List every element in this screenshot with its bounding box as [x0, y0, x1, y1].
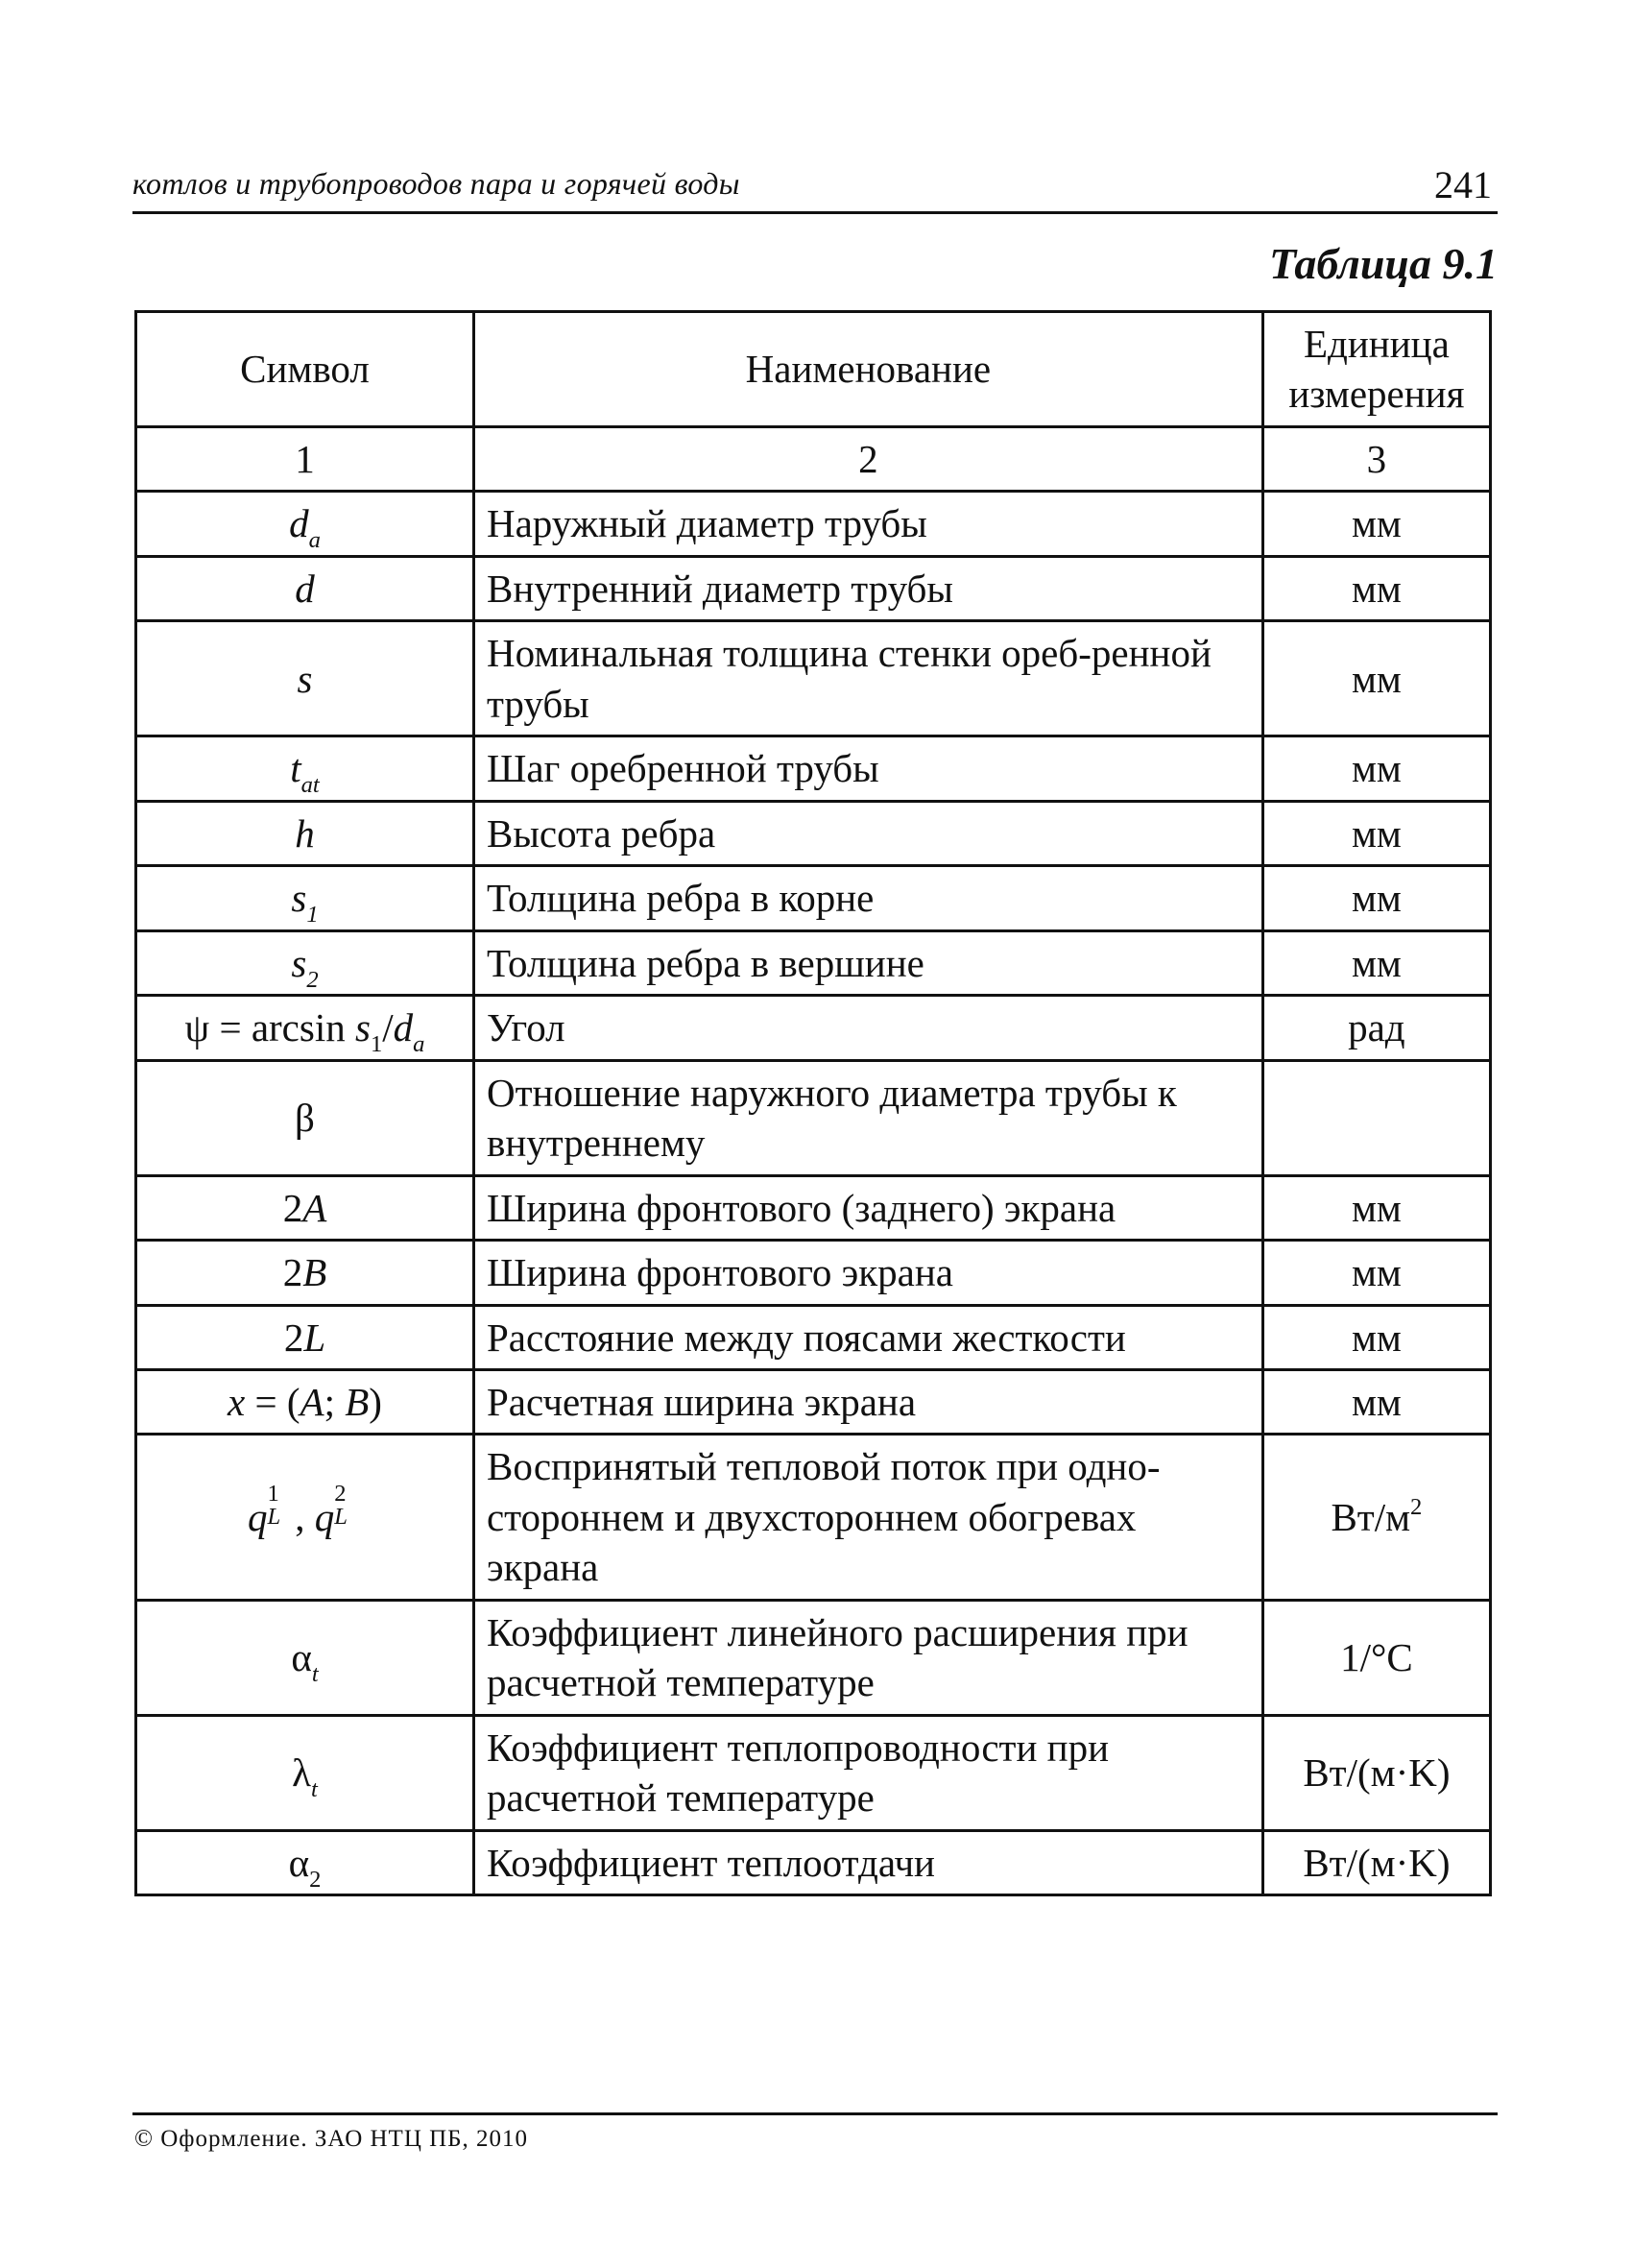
header-unit: Единица измерения: [1262, 312, 1490, 427]
symbol-fin-root-thickness: $s_1$: [291, 876, 319, 929]
header-symbol: Символ: [136, 312, 474, 427]
table-row: [136, 1241, 1491, 1305]
symbol-cell: [136, 736, 474, 801]
symbol-angle-formula: $\psi = \arcsin s_1/d_a$: [184, 1005, 425, 1058]
symbol-cell: [136, 492, 474, 556]
symbol-cell: [136, 621, 474, 736]
symbol-fin-height: h: [295, 810, 315, 856]
symbol-belt-spacing: 2L: [283, 1315, 326, 1360]
name-cell: Расстояние между поясами жесткости: [473, 1305, 1262, 1369]
name-cell: Воспринятый тепловой поток при одно-стороннем и двухстороннем обогревах экрана: [473, 1435, 1262, 1600]
unit-cell: мм: [1262, 930, 1490, 995]
unit-cell: Вт/(м·K): [1262, 1715, 1490, 1830]
unit-cell: [1262, 1060, 1490, 1175]
name-cell: Толщина ребра в вершине: [473, 930, 1262, 995]
table-row: [136, 1305, 1491, 1369]
header-name: Наименование: [473, 312, 1262, 427]
name-cell: Угол: [473, 996, 1262, 1060]
symbol-cell: [136, 1305, 474, 1369]
unit-cell: мм: [1262, 1305, 1490, 1369]
symbol-diameter-ratio: β: [295, 1095, 315, 1140]
table-row: [136, 1830, 1491, 1894]
unit-cell: мм: [1262, 556, 1490, 620]
unit-cell: рад: [1262, 996, 1490, 1060]
column-number-3: 3: [1262, 426, 1490, 491]
name-cell: Коэффициент теплоотдачи: [473, 1830, 1262, 1894]
symbol-fin-tip-thickness: $s_2$: [291, 940, 319, 993]
symbol-cell: [136, 996, 474, 1060]
running-title: котлов и трубопроводов пара и горячей воды: [132, 166, 740, 201]
unit-cell: Вт/(м·K): [1262, 1830, 1490, 1894]
name-cell: Ширина фронтового экрана: [473, 1241, 1262, 1305]
symbol-heat-flux: q 1 L , q 2 L: [248, 1480, 348, 1540]
table-row: [136, 736, 1491, 801]
symbol-outer-diameter: $d_a$: [289, 501, 321, 554]
name-cell: Расчетная ширина экрана: [473, 1369, 1262, 1434]
symbol-wall-thickness: s: [297, 656, 313, 701]
unit-cell: мм: [1262, 492, 1490, 556]
table-row: [136, 492, 1491, 556]
symbol-inner-diameter: d: [295, 566, 315, 611]
name-cell: Высота ребра: [473, 801, 1262, 865]
table-caption: Таблица 9.1: [1268, 239, 1498, 288]
page-number: 241: [1434, 163, 1492, 206]
name-cell: Наружный диаметр трубы: [473, 492, 1262, 556]
symbol-cell: [136, 1369, 474, 1434]
unit-cell: мм: [1262, 801, 1490, 865]
symbol-cell: [136, 866, 474, 930]
name-cell: Отношение наружного диаметра трубы к внутреннему: [473, 1060, 1262, 1175]
name-cell: Номинальная толщина стенки ореб-ренной трубы: [473, 621, 1262, 736]
symbol-expansion-coefficient: $\alpha_t$: [291, 1635, 319, 1688]
unit-cell: 1/°C: [1262, 1600, 1490, 1715]
symbol-cell: [136, 1435, 474, 1600]
unit-cell: мм: [1262, 1369, 1490, 1434]
name-cell: Толщина ребра в корне: [473, 866, 1262, 930]
name-cell: Коэффициент линейного расширения при расчетной температуре: [473, 1600, 1262, 1715]
table-row: [136, 866, 1491, 930]
symbol-conductivity: $\lambda_t$: [292, 1750, 318, 1803]
symbols-table: [134, 310, 1492, 1896]
column-number-1: 1: [136, 426, 474, 491]
table-row: [136, 1715, 1491, 1830]
footer-copyright: © Оформление. ЗАО НТЦ ПБ, 2010: [134, 2126, 529, 2152]
name-cell: Коэффициент теплопроводности при расчетной температуре: [473, 1715, 1262, 1830]
column-number-row: [136, 426, 1491, 491]
unit-cell: мм: [1262, 621, 1490, 736]
table-row: [136, 1435, 1491, 1600]
table-row: [136, 1175, 1491, 1240]
symbol-cell: [136, 1241, 474, 1305]
table-row: [136, 801, 1491, 865]
table-row: [136, 556, 1491, 620]
symbol-cell: [136, 1600, 474, 1715]
table-header-row: [136, 312, 1491, 427]
unit-cell: мм: [1262, 866, 1490, 930]
unit-cell: мм: [1262, 1241, 1490, 1305]
footer-rule: [132, 2112, 1498, 2115]
table-row: [136, 1369, 1491, 1434]
table-row: [136, 1060, 1491, 1175]
name-cell: Ширина фронтового (заднего) экрана: [473, 1175, 1262, 1240]
unit-cell: мм: [1262, 736, 1490, 801]
symbol-cell: [136, 801, 474, 865]
name-cell: Внутренний диаметр трубы: [473, 556, 1262, 620]
symbol-cell: [136, 1830, 474, 1894]
name-cell: Шаг оребренной трубы: [473, 736, 1262, 801]
symbol-front-rear-width: 2A: [282, 1185, 327, 1230]
symbol-design-width: x = (A; B): [228, 1379, 382, 1424]
symbol-cell: [136, 556, 474, 620]
symbol-cell: [136, 1175, 474, 1240]
unit-cell: $Вт/м^2$: [1262, 1435, 1490, 1600]
column-number-2: 2: [473, 426, 1262, 491]
symbol-heat-transfer: $\alpha_2$: [288, 1840, 322, 1893]
symbol-cell: [136, 930, 474, 995]
running-header: [132, 163, 1498, 214]
symbol-cell: [136, 1715, 474, 1830]
unit-cell: мм: [1262, 1175, 1490, 1240]
table-row: [136, 1600, 1491, 1715]
table-row: [136, 930, 1491, 995]
table-row: [136, 621, 1491, 736]
symbol-cell: [136, 1060, 474, 1175]
table-row: [136, 996, 1491, 1060]
symbol-front-width: 2B: [282, 1250, 327, 1295]
symbol-fin-pitch: $t_{at}$: [290, 746, 320, 799]
